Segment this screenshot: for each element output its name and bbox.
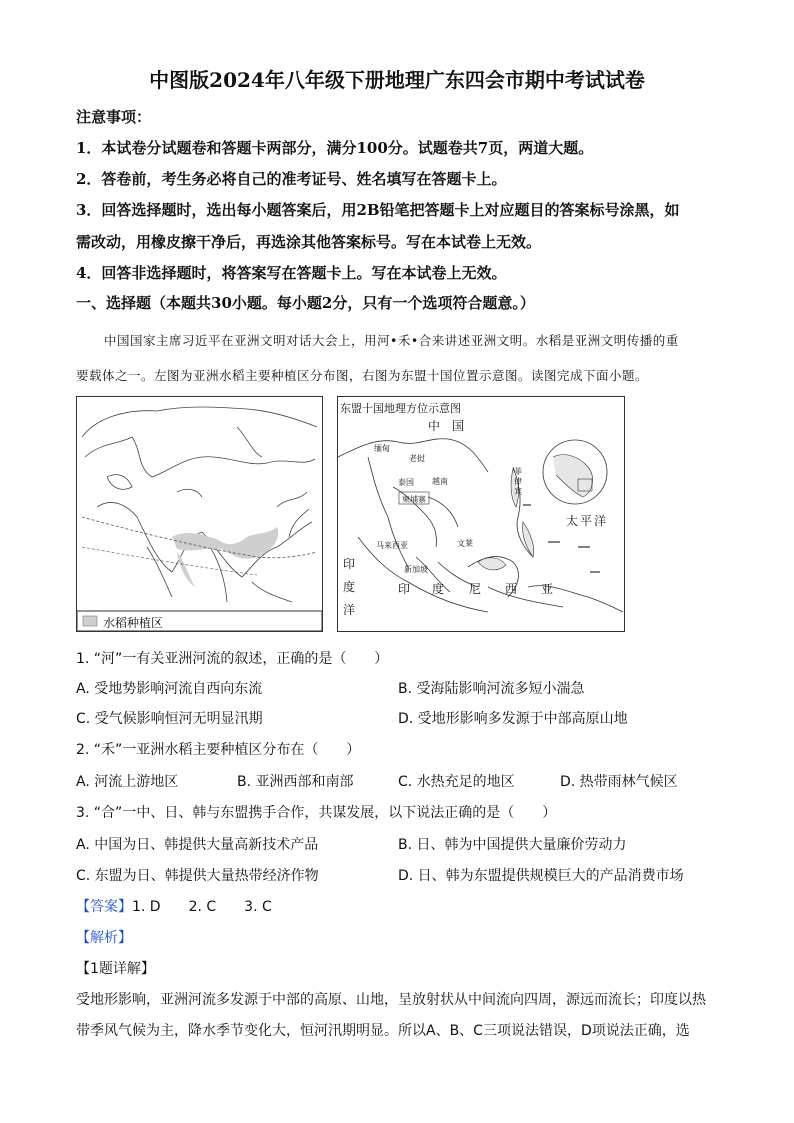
notice-heading: 注意事项：: [76, 108, 152, 126]
label-indonesia-1: 印: [398, 582, 411, 596]
notice-item: 1．本试卷分试题卷和答题卡两部分，满分100分。试题卷共7页，两道大题。: [76, 139, 594, 157]
label-laos: 老挝: [409, 454, 425, 463]
notice-item: 3．回答选择题时，选出每小题答案后，用2B铅笔把答题卡上对应题目的答案标号涂黑，如: [76, 201, 680, 219]
analysis-label: 【解析】: [76, 930, 132, 946]
question-option: C. 受气候影响恒河无明显汛期: [76, 711, 263, 727]
label-indonesia-4: 西: [505, 582, 518, 596]
question-option: D. 日、韩为东盟提供规模巨大的产品消费市场: [398, 868, 684, 884]
asia-rice-map: [76, 396, 323, 632]
question-stem: 1. “河”一有关亚洲河流的叙述，正确的是（ ）: [76, 651, 389, 667]
question-option: C. 东盟为日、韩提供大量热带经济作物: [76, 868, 319, 884]
question-option: A. 受地势影响河流自西向东流: [76, 681, 263, 697]
asean-map-title: 东盟十国地理方位示意图: [340, 402, 461, 415]
label-indonesia-2: 度: [432, 582, 445, 596]
question-stem: 3. “合”一中、日、韩与东盟携手合作，共谋发展，以下说法正确的是（ ）: [76, 805, 557, 821]
question-option: B. 日、韩为中国提供大量廉价劳动力: [398, 837, 627, 853]
answer-label: 【答案】: [76, 899, 132, 915]
detail-label: 【1题详解】: [76, 961, 155, 977]
label-indian-ocean-2: 度: [343, 580, 356, 594]
notice-item: 需改动，用橡皮擦干净后，再选涂其他答案标号。写在本试卷上无效。: [76, 233, 542, 251]
section-heading: 一、选择题（本题共30小题。每小题2分，只有一个选项符合题意。）: [76, 294, 535, 312]
label-philippines: 菲律宾: [514, 467, 522, 496]
question-option: A. 中国为日、韩提供大量高新技术产品: [76, 837, 319, 853]
detail-text-line: 受地形影响，亚洲河流多发源于中部的高原、山地，呈放射状从中间流向四周，源远而流长；印度以热: [76, 992, 706, 1008]
notice-item: 4．回答非选择题时，将答案写在答题卡上。写在本试卷上无效。: [76, 264, 507, 282]
label-malaysia: 马来西亚: [376, 541, 408, 550]
intro-line: 中国国家主席习近平在亚洲文明对话大会上，用河•禾•合来讲述亚洲文明。水稻是亚洲文明传播的重: [104, 333, 679, 348]
label-pacific: 太平洋: [566, 514, 609, 528]
question-option: B. 受海陆影响河流多短小湍急: [398, 681, 585, 697]
label-vietnam: 越南: [432, 477, 448, 486]
detail-text-line: 带季风气候为主，降水季节变化大，恒河汛期明显。所以A、B、C三项说法错误，D项说法正确，选: [76, 1023, 690, 1039]
question-option: D. 受地形影响多发源于中部高原山地: [398, 711, 628, 727]
label-indian-ocean-3: 洋: [343, 603, 356, 617]
question-stem: 2. “禾”一亚洲水稻主要种植区分布在（ ）: [76, 742, 361, 758]
notice-item: 2．答卷前，考生务必将自己的准考证号、姓名填写在答题卡上。: [76, 170, 507, 188]
label-singapore: 新加坡: [404, 565, 428, 574]
label-indonesia-3: 尼: [469, 582, 482, 596]
label-indian-ocean-1: 印: [343, 557, 356, 571]
label-thailand: 泰国: [398, 478, 414, 487]
label-cambodia: 柬埔寨: [402, 495, 426, 504]
intro-line: 要载体之一。左图为亚洲水稻主要种植区分布图，右图为东盟十国位置示意图。读图完成下面小题。: [76, 368, 649, 383]
question-option: A. 河流上游地区: [76, 774, 179, 790]
map-legend-label: 水稻种植区: [103, 616, 164, 630]
answer-line: [76, 896, 272, 916]
question-option: D. 热带雨林气候区: [560, 774, 678, 790]
label-indonesia-5: 亚: [541, 582, 554, 596]
label-china: 中 国: [428, 419, 465, 433]
label-brunei: 文莱: [457, 539, 473, 548]
answer-value: 1. D 2. C 3. C: [132, 899, 272, 915]
label-myanmar: 缅甸: [374, 444, 390, 453]
page-title: 中图版2024年八年级下册地理广东四会市期中考试试卷: [149, 68, 645, 92]
question-option: C. 水热充足的地区: [398, 774, 515, 790]
question-option: B. 亚洲西部和南部: [237, 774, 354, 790]
asean-map: [337, 396, 625, 632]
